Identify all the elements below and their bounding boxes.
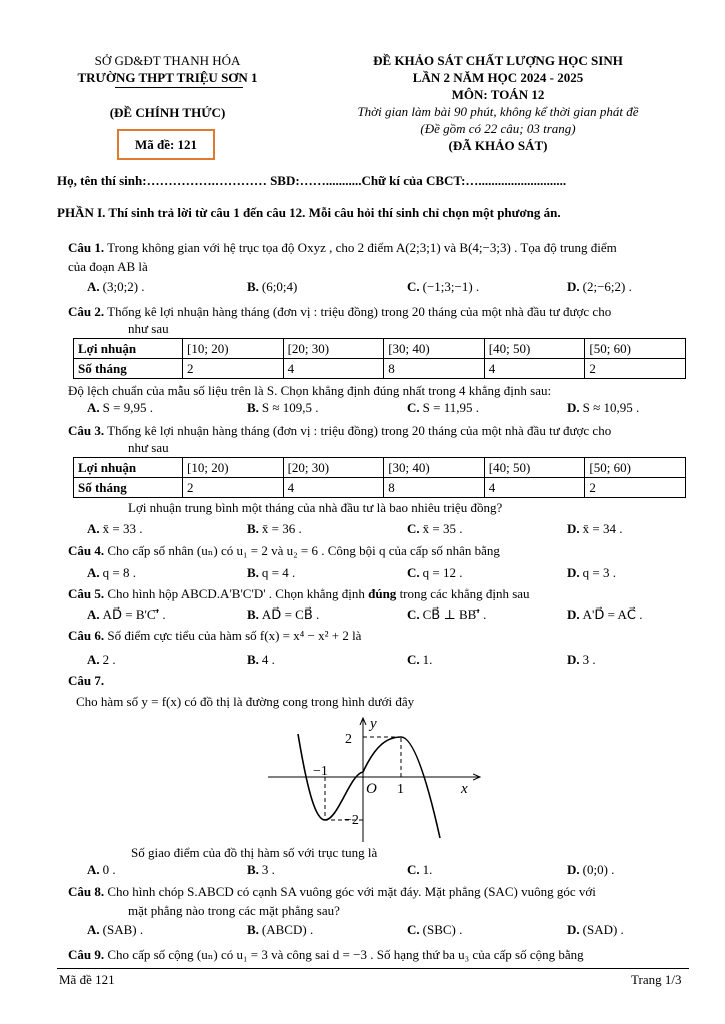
- question-2-after: Độ lệch chuẩn của mẫu số liệu trên là S. Chọn khẳng định đúng nhất trong 4 khẳng định sau:: [68, 383, 552, 398]
- q2-option-b[interactable]: B. S ≈ 109,5 .: [247, 400, 319, 415]
- table-row: Lợi nhuận [10; 20) [20; 30) [30; 40) [40; 50) [50; 60): [74, 339, 686, 359]
- q6-option-a[interactable]: A. 2 .: [87, 652, 116, 667]
- q4-option-c[interactable]: C. q = 12 .: [407, 565, 463, 580]
- q7-option-d[interactable]: D. (0;0) .: [567, 862, 615, 877]
- question-6: Câu 6. Số điểm cực tiểu của hàm số f(x) = x⁴ − x² + 2 là: [68, 628, 362, 643]
- pages-note: (Đề gồm có 22 câu; 03 trang): [420, 121, 576, 136]
- q5-option-d[interactable]: D. A'D⃗ = AC⃗ .: [567, 607, 643, 622]
- exam-round: LẦN 2 NĂM HỌC 2024 - 2025: [412, 70, 584, 85]
- y-axis-label: y: [370, 716, 377, 732]
- tick-y-2: 2: [345, 732, 352, 747]
- q1-option-b[interactable]: B. (6;0;4): [247, 279, 298, 294]
- q2-option-d[interactable]: D. S ≈ 10,95 .: [567, 400, 640, 415]
- q3-option-d[interactable]: D. x̄ = 34 .: [567, 521, 623, 536]
- q7-option-c[interactable]: C. 1.: [407, 862, 433, 877]
- q8-option-c[interactable]: C. (SBC) .: [407, 922, 463, 937]
- exam-title: ĐỀ KHẢO SÁT CHẤT LƯỢNG HỌC SINH: [373, 53, 623, 68]
- q2-profit-table: [73, 338, 686, 379]
- q3-option-a[interactable]: A. x̄ = 33 .: [87, 521, 143, 536]
- subject: MÔN: TOÁN 12: [451, 87, 545, 102]
- question-text: Trong không gian với hệ trục tọa độ Oxyz , cho 2 điểm A(2;3;1) và B(4;−3;3) . Tọa độ trung điểm: [107, 240, 617, 255]
- question-7: Cho hàm số y = f(x) có đồ thị là đường cong trong hình dưới đây: [76, 694, 415, 709]
- q4-option-d[interactable]: D. q = 3 .: [567, 565, 616, 580]
- q3-option-c[interactable]: C. x̄ = 35 .: [407, 521, 463, 536]
- q8-option-b[interactable]: B. (ABCD) .: [247, 922, 314, 937]
- q6-option-d[interactable]: D. 3 .: [567, 652, 596, 667]
- q8-option-d[interactable]: D. (SAD) .: [567, 922, 624, 937]
- tick-y-minus2: −2: [344, 813, 359, 828]
- q7-option-a[interactable]: A. 0 .: [87, 862, 116, 877]
- question-1: [68, 240, 617, 256]
- q4-option-b[interactable]: B. q = 4 .: [247, 565, 296, 580]
- footer-divider: [57, 968, 689, 969]
- q1-option-d[interactable]: D. (2;−6;2) .: [567, 279, 632, 294]
- question-7-after: Số giao điểm của đồ thị hàm số với trục tung là: [131, 845, 378, 860]
- official-label: (ĐỀ CHÍNH THỨC): [109, 105, 226, 120]
- question-3: Câu 3. Thống kê lợi nhuận hàng tháng (đơn vị : triệu đồng) trong 20 tháng của một nhà đầu tư được cho: [68, 423, 612, 438]
- time-note: Thời gian làm bài 90 phút, không kể thời gian phát đề: [357, 104, 639, 119]
- part-1-heading: PHẦN I. Thí sinh trả lời từ câu 1 đến câu 12. Mỗi câu hỏi thí sinh chỉ chọn một phương án.: [57, 205, 561, 220]
- question-label: Câu 1.: [68, 240, 105, 255]
- table-row: Lợi nhuận [10; 20) [20; 30) [30; 40) [40; 50) [50; 60): [74, 458, 686, 478]
- q5-option-a[interactable]: A. AD⃗ = B'C'⃗ .: [87, 607, 166, 622]
- table-row: Số tháng 2 4 8 4 2: [74, 478, 686, 498]
- q2-option-c[interactable]: C. S = 11,95 .: [407, 400, 479, 415]
- question-5: Câu 5. Cho hình hộp ABCD.A'B'C'D' . Chọn khẳng định đúng trong các khẳng định sau: [68, 586, 530, 601]
- q3-option-b[interactable]: B. x̄ = 36 .: [247, 521, 302, 536]
- exam-status: (ĐÃ KHẢO SÁT): [448, 138, 548, 153]
- q8-option-a[interactable]: A. (SAB) .: [87, 922, 144, 937]
- footer-page-number: Trang 1/3: [631, 972, 682, 987]
- q4-option-a[interactable]: A. q = 8 .: [87, 565, 136, 580]
- q2-option-a[interactable]: A. S = 9,95 .: [87, 400, 153, 415]
- school-name: TRƯỜNG THPT TRIỆU SƠN 1: [77, 70, 258, 85]
- school-underline: [115, 87, 243, 88]
- q5-option-c[interactable]: C. CB⃗ ⊥ BB'⃗ .: [407, 607, 487, 622]
- question-2-cont: như sau: [128, 321, 169, 336]
- exam-code-box: Mã đề: 121: [117, 129, 215, 160]
- q3-profit-table: [73, 457, 686, 498]
- question-3-after: Lợi nhuận trung bình một tháng của nhà đầu tư là bao nhiêu triệu đồng?: [128, 500, 503, 515]
- footer-exam-code: Mã đề 121: [59, 972, 115, 987]
- question-4: Câu 4. Cho cấp số nhân (uₙ) có u₁ = 2 và u₂ = 6 . Công bội q của cấp số nhân bằng: [68, 543, 500, 558]
- q1-option-a[interactable]: A. (3;0;2) .: [87, 279, 145, 294]
- question-2: Câu 2. Thống kê lợi nhuận hàng tháng (đơn vị : triệu đồng) trong 20 tháng của một nhà đầu tư được cho: [68, 304, 612, 319]
- q5-option-b[interactable]: B. AD⃗ = CB⃗ .: [247, 607, 320, 622]
- question-7-label: Câu 7.: [68, 673, 105, 688]
- q7-option-b[interactable]: B. 3 .: [247, 862, 275, 877]
- q6-option-c[interactable]: C. 1.: [407, 652, 433, 667]
- question-8-cont: mặt phẳng nào trong các mặt phẳng sau?: [128, 903, 340, 918]
- dept-name: SỞ GD&ĐT THANH HÓA: [94, 53, 241, 68]
- tick-x-1: 1: [397, 782, 404, 797]
- question-8: Câu 8. Cho hình chóp S.ABCD có cạnh SA vuông góc với mặt đáy. Mặt phẳng (SAC) vuông góc với: [68, 884, 596, 899]
- q1-option-c[interactable]: C. (−1;3;−1) .: [407, 279, 480, 294]
- x-axis-label: x: [461, 781, 468, 797]
- question-1-cont: của đoạn AB là: [68, 259, 148, 274]
- origin-label: O: [366, 781, 377, 797]
- question-9: Câu 9. Cho cấp số cộng (uₙ) có u₁ = 3 và công sai d = −3 . Số hạng thứ ba u₃ của cấp số cộng bằng: [68, 947, 584, 962]
- student-info-line: Họ, tên thí sinh:…………….………… SBD:……...........Chữ kí của CBCT:…...........................: [57, 173, 567, 188]
- tick-x-minus1: −1: [313, 764, 328, 779]
- question-3-cont: như sau: [128, 440, 169, 455]
- q6-option-b[interactable]: B. 4 .: [247, 652, 275, 667]
- table-row: Số tháng 2 4 8 4 2: [74, 359, 686, 379]
- q7-function-graph: [268, 714, 488, 844]
